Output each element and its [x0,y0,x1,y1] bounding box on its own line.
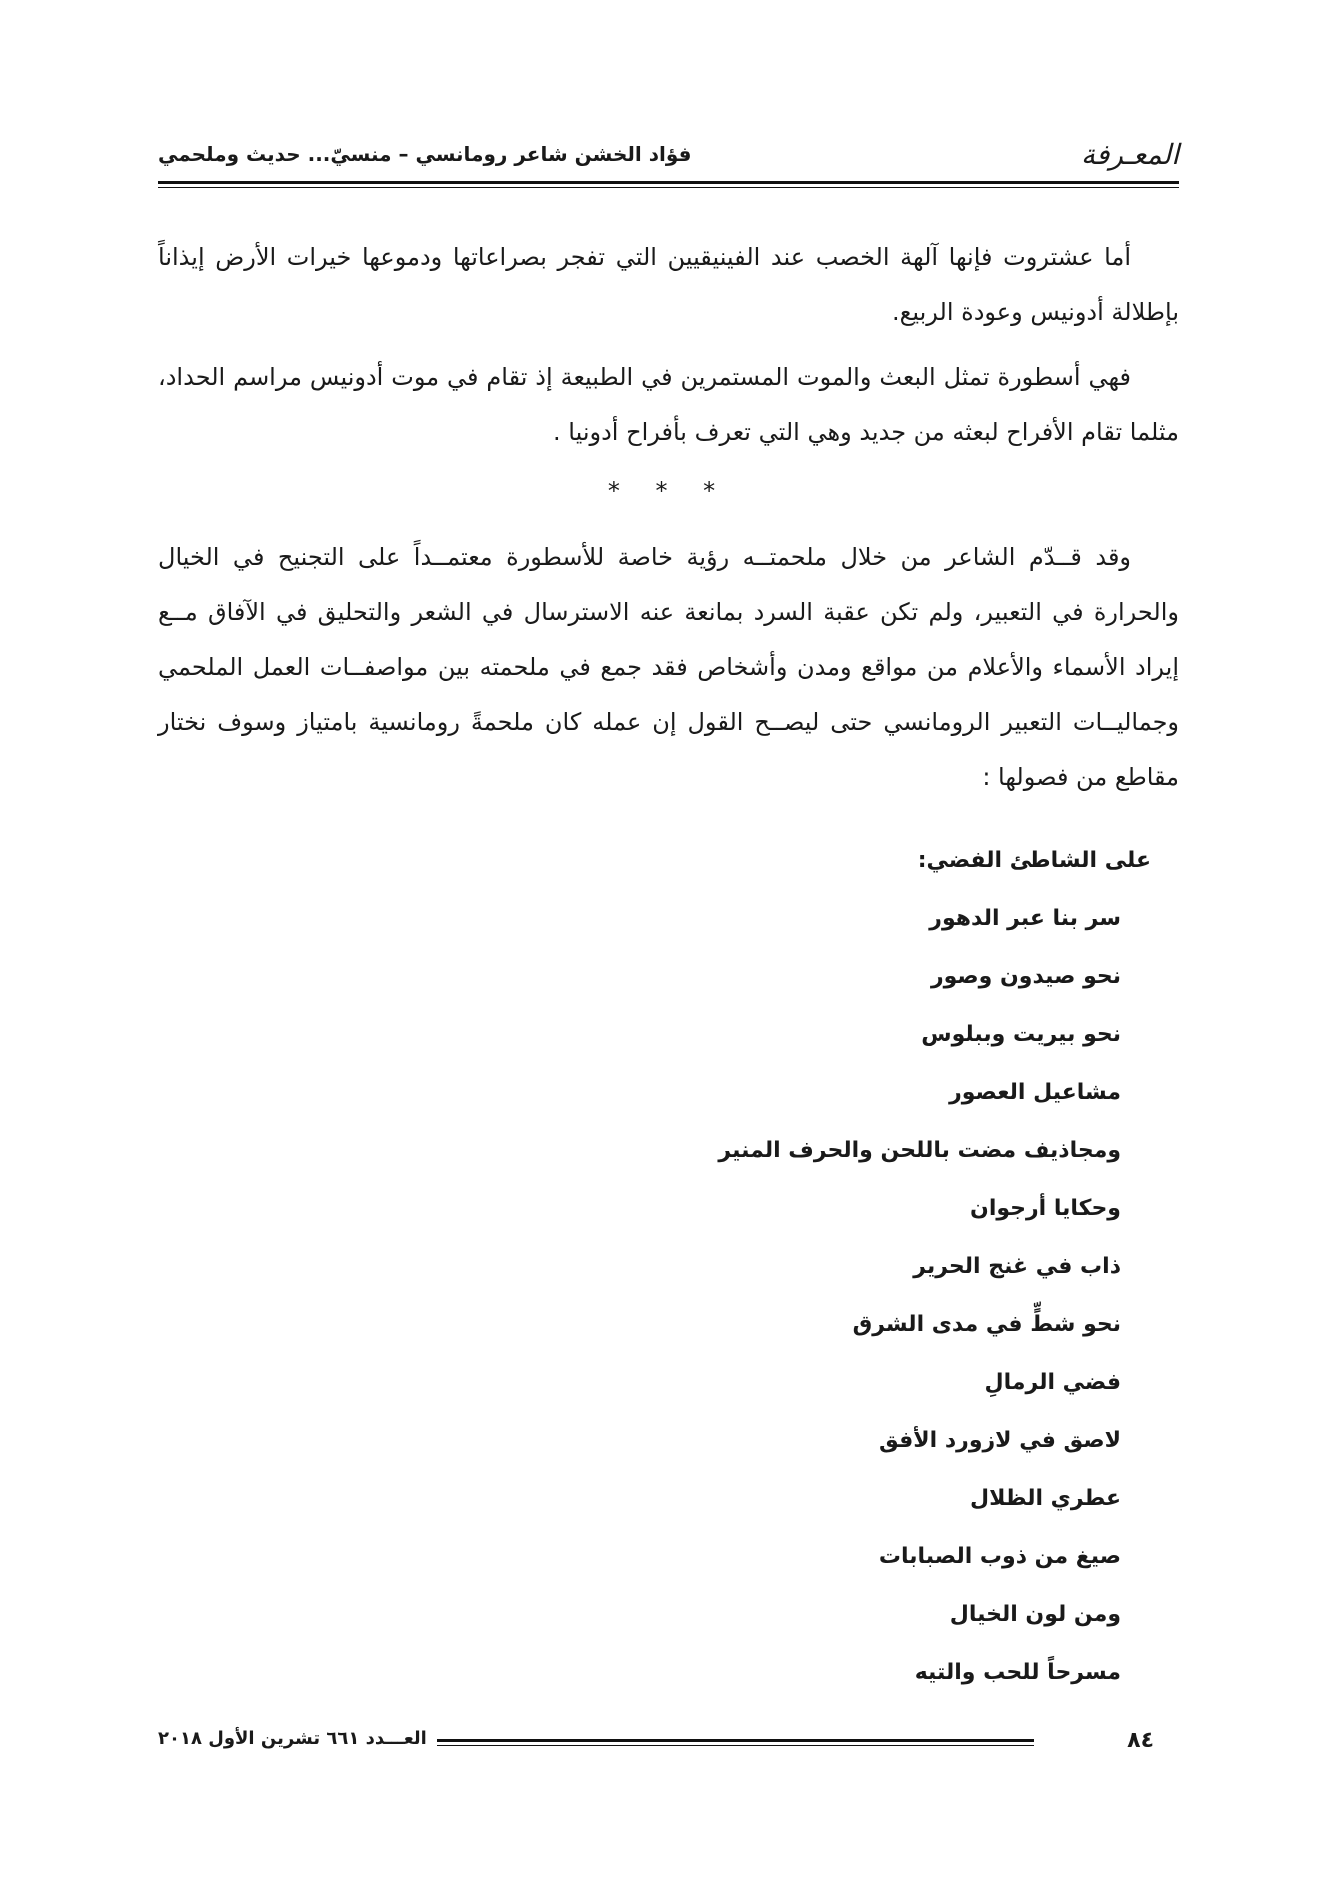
issue-info: العـــدد ٦٦١ تشرين الأول ٢٠١٨ [158,1728,427,1749]
poem-line: ومجاذيف مضت باللحن والحرف المنير [718,1138,1121,1163]
poem-line: عطري الظلال [970,1486,1121,1511]
header-rule [158,181,1179,184]
poem-line: لاصق في لازورد الأفق [879,1428,1121,1453]
footer-rule [437,1739,1034,1742]
poem-line: سر بنا عبر الدهور [929,906,1121,931]
poem-line: وحكايا أرجوان [970,1196,1121,1221]
poem-line: نحو بيريت وببلوس [921,1022,1121,1047]
poem [718,832,1151,1702]
poem-line: نحو شطٍّ في مدى الشرق [852,1312,1121,1337]
poem-line: مسرحاً للحب والتيه [914,1660,1121,1685]
running-title: فؤاد الخشن شاعر رومانسي – منسيّ... حديث وملحمي [158,142,692,166]
poem-line: نحو صيدون وصور [930,964,1121,989]
footer-rule-thin [437,1745,1034,1746]
poem-line: مشاعيل العصور [949,1080,1121,1105]
poem-line: ومن لون الخيال [949,1602,1121,1627]
page-header [158,132,1179,182]
magazine-logo: المعـرفة [1080,138,1179,171]
paragraph: أما عشتروت فإنها آلهة الخصب عند الفينيقيين التي تفجر بصراعاتها ودموعها خيرات الأرض إيذاناً بإطلالة أدونيس وعودة الربيع. [158,243,1179,326]
paragraph: فهي أسطورة تمثل البعث والموت المستمرين في الطبيعة إذ تقام في موت أدونيس مراسم الحداد، مثلما تقام الأفراح لبعثه من جديد وهي التي تعرف بأفراح أدونيا . [158,363,1179,446]
header-rule-thin [158,187,1179,188]
section-separator: * * * [607,477,730,505]
paragraph: وقد قــدّم الشاعر من خلال ملحمتــه رؤية خاصة للأسطورة معتمــداً على التجنيح في الخيال والحرارة في التعبير، ولم تكن عقبة السرد بمانعة عنه الاسترسال في الشعر والتحليق في الآفاق مــع إيراد الأسماء والأعلام من مواقع ومدن وأشخاص فقد جمع في ملحمته بين مواصفــات العمل الملحمي وجماليــات التعبير الرومانسي حتى ليصــح القول إن عمله كان ملحمةً رومانسية بامتياز وسوف نختار مقاطع من فصولها : [158,543,1179,791]
poem-title: على الشاطئ الفضي: [917,848,1151,873]
article-body [158,230,1179,805]
page-number: ٨٤ [1127,1728,1154,1753]
poem-line: صيغ من ذوب الصبابات [878,1544,1121,1569]
poem-line: فضي الرمالِ [984,1370,1121,1395]
poem-line: ذاب في غنج الحرير [913,1254,1121,1279]
